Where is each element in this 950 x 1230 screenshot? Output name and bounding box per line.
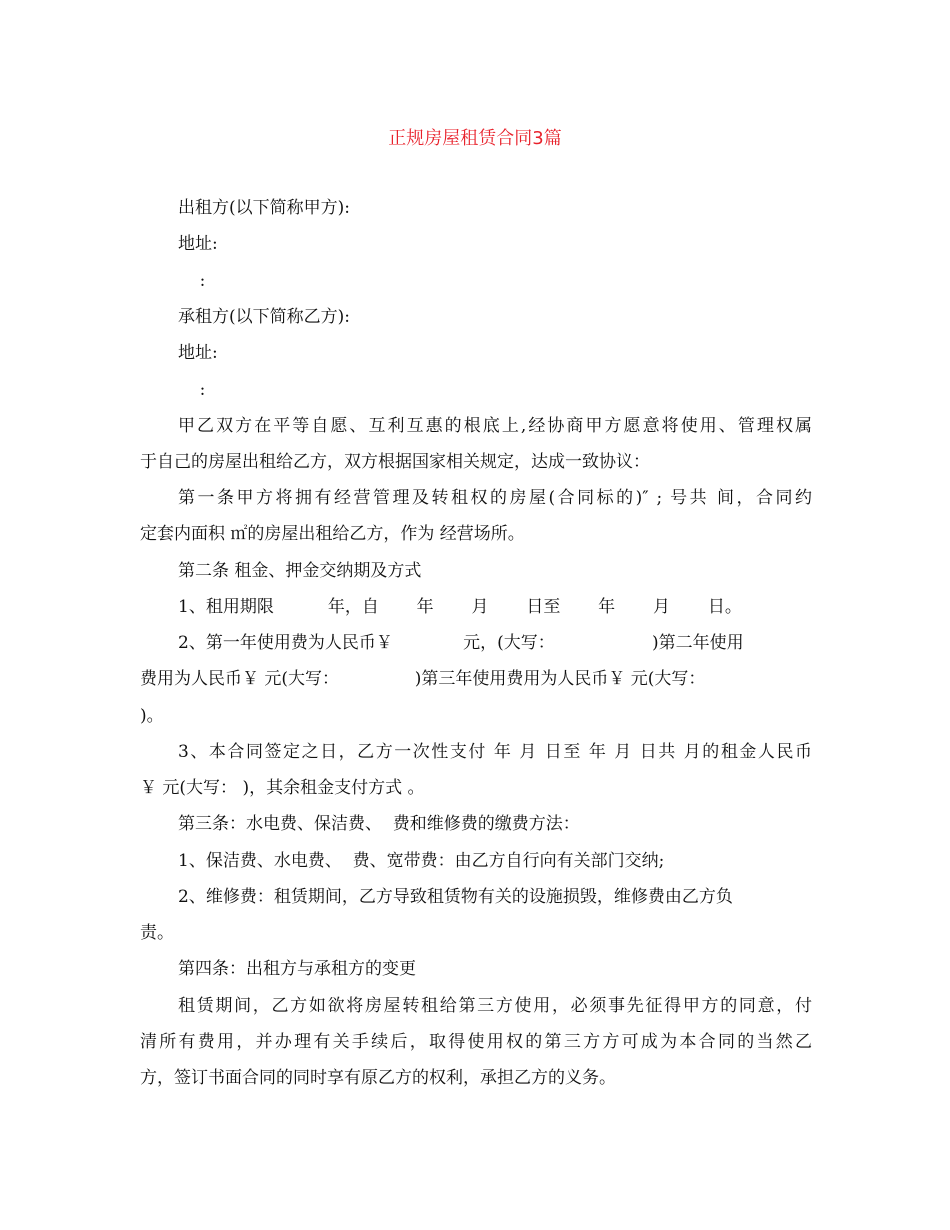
paragraph-line: 承租方(以下简称乙方):: [178, 307, 350, 327]
paragraph-line: 甲乙双方在平等自愿、互利互惠的根底上,经协商甲方愿意将使用、管理权属: [178, 416, 812, 436]
paragraph-line: 第三条：水电费、保洁费、 费和维修费的缴费方法：: [178, 814, 580, 834]
paragraph-line: 2、第一年使用费为人民币￥ 元，(大写： )第二年使用: [178, 633, 744, 653]
paragraph-line: 方，签订书面合同的同时享有原乙方的权利，承担乙方的义务。: [140, 1068, 616, 1088]
paragraph-line: 出租方(以下简称甲方):: [178, 198, 350, 218]
paragraph-line: 2、维修费：租赁期间，乙方导致租赁物有关的设施损毁，维修费由乙方负: [178, 887, 733, 907]
paragraph-line: 第四条：出租方与承租方的变更: [178, 959, 416, 979]
document-title: 正规房屋租赁合同3篇: [388, 128, 562, 149]
paragraph-line: 3、本合同签定之日，乙方一次性支付 年 月 日至 年 月 日共 月的租金人民币: [178, 742, 812, 762]
paragraph-line: 费用为人民币￥ 元(大写： )第三年使用费用为人民币￥ 元(大写：: [140, 669, 706, 689]
paragraph-line: 清所有费用，并办理有关手续后，取得使用权的第三方方可成为本合同的当然乙: [140, 1032, 812, 1052]
paragraph-line: 第二条 租金、押金交纳期及方式: [178, 561, 422, 581]
paragraph-line: 定套内面积 ㎡的房屋出租给乙方，作为 经营场所。: [140, 524, 525, 544]
paragraph-line: 地址:: [178, 343, 218, 363]
paragraph-line: 1、租用期限 年，自 年 月 日至 年 月 日。: [178, 597, 742, 617]
paragraph-line: 第一条甲方将拥有经营管理及转租权的房屋(合同标的)″ ; 号共 间，合同约: [178, 488, 812, 508]
paragraph-line: :: [178, 380, 206, 400]
paragraph-line: ￥ 元(大写： )，其余租金支付方式 。: [140, 778, 425, 798]
paragraph-line: 于自己的房屋出租给乙方，双方根据国家相关规定，达成一致协议：: [140, 452, 650, 472]
paragraph-line: )。: [140, 706, 164, 726]
paragraph-line: 1、保洁费、水电费、 费、宽带费：由乙方自行向有关部门交纳;: [178, 851, 665, 871]
paragraph-line: 租赁期间，乙方如欲将房屋转租给第三方使用，必须事先征得甲方的同意，付: [178, 996, 812, 1016]
paragraph-line: 责。: [140, 923, 174, 943]
paragraph-line: 地址:: [178, 234, 218, 254]
paragraph-line: :: [178, 271, 206, 291]
